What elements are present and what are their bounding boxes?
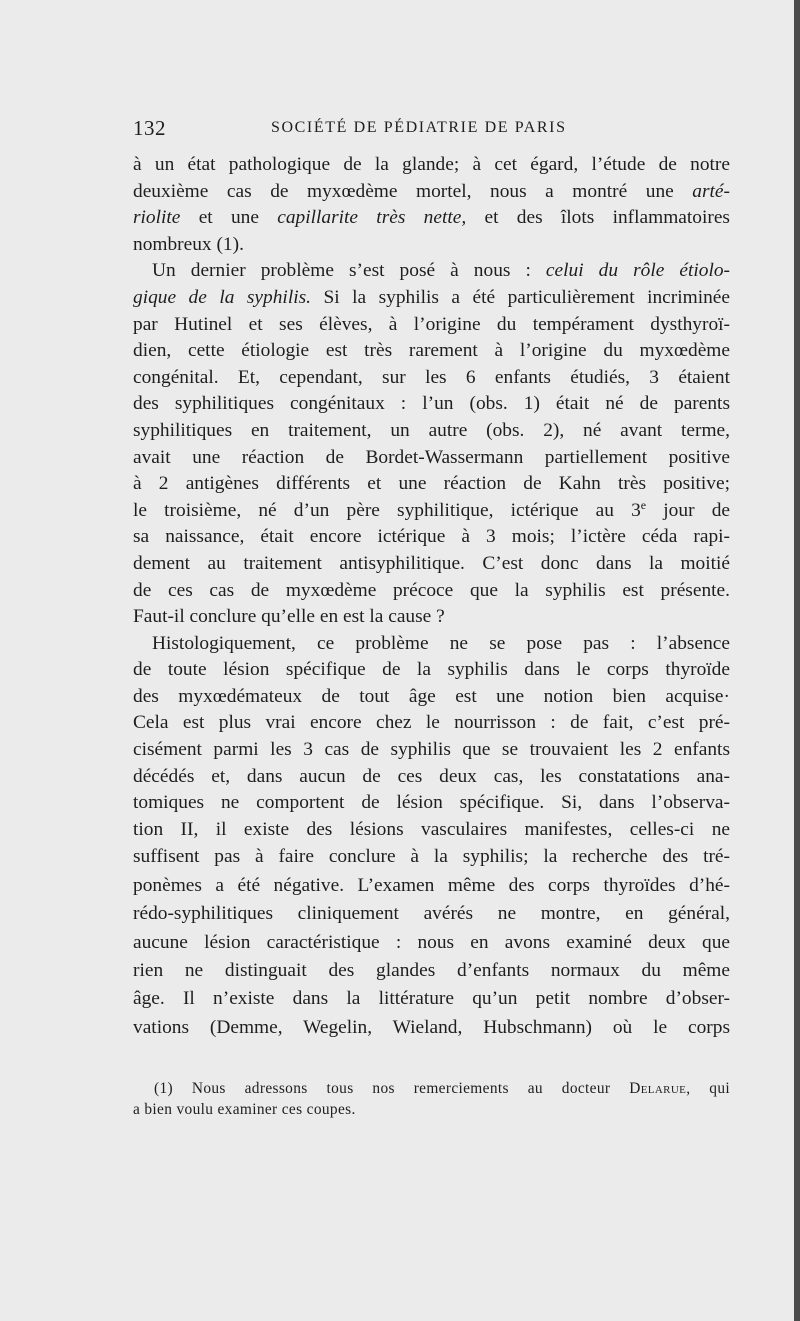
emphasis: celui du rôle étiolo-	[545, 260, 730, 282]
emphasis: gique de la syphilis.	[133, 286, 311, 308]
text-line: âge. Il n’existe dans la littérature qu’un petit nombre d’obser-	[133, 988, 730, 1010]
text-line: par Hutinel et ses élèves, à l’origine du tempérament dysthyroï-	[133, 313, 730, 335]
text-line: le troisième, né d’un père syphilitique, ictérique au 3e jour de	[133, 497, 730, 521]
footnote-line: a bien voulu examiner ces coupes.	[133, 1101, 356, 1118]
footnote-line: (1) Nous adressons tous nos remerciements au docteur Delarue, qui	[154, 1080, 731, 1097]
text-line: dien, cette étiologie est très rarement à l’origine du myxœdème	[133, 340, 730, 362]
text-line: décédés et, dans aucun de ces deux cas, les constatations ana-	[133, 765, 730, 787]
text-line: nombreux (1).	[133, 233, 244, 255]
emphasis: arté-	[692, 180, 730, 202]
text-line: avait une réaction de Bordet-Wassermann partiellement positive	[133, 446, 730, 468]
text-line: cisément parmi les 3 cas de syphilis que se trouvaient les 2 enfants	[133, 739, 730, 761]
text-line: vations (Demme, Wegelin, Wieland, Hubschmann) où le corps	[133, 1016, 730, 1038]
text-line: ponèmes a été négative. L’examen même des corps thyroïdes d’hé-	[133, 874, 730, 896]
text-line: tion II, il existe des lésions vasculaires manifestes, celles-ci ne	[133, 818, 730, 840]
text-line: de toute lésion spécifique de la syphilis dans le corps thyroïde	[133, 659, 730, 681]
text-line: congénital. Et, cependant, sur les 6 enfants étudiés, 3 étaient	[133, 366, 730, 388]
text-line: sa naissance, était encore ictérique à 3 mois; l’ictère céda rapi-	[133, 526, 730, 548]
paragraph-start: Un dernier problème s’est posé à nous : celui du rôle étiolo-	[152, 260, 730, 282]
body-text	[133, 152, 730, 1042]
text-line: des syphilitiques congénitaux : l’un (obs. 1) était né de parents	[133, 393, 730, 415]
emphasis: riolite	[133, 207, 181, 229]
page-number: 132	[133, 116, 166, 140]
text-line: Faut-il conclure qu’elle en est la cause ?	[133, 606, 445, 628]
text-line: de ces cas de myxœdème précoce que la syphilis est présente.	[133, 579, 730, 601]
text-line: riolite et une capillarite très nette, et des îlots inflammatoires	[133, 207, 730, 229]
page-header	[133, 116, 730, 146]
text-line: deuxième cas de myxœdème mortel, nous a montré une arté-	[133, 180, 730, 202]
text-line: à 2 antigènes différents et une réaction de Kahn très positive;	[133, 473, 730, 495]
text-line: Cela est plus vrai encore chez le nourrisson : de fait, c’est pré-	[133, 712, 730, 734]
author-name: Delarue,	[629, 1080, 691, 1097]
text-line: syphilitiques en traitement, un autre (obs. 2), né avant terme,	[133, 419, 730, 441]
text-line: rédo-syphilitiques cliniquement avérés ne montre, en général,	[133, 903, 730, 925]
text-line: rien ne distinguait des glandes d’enfants normaux du même	[133, 960, 730, 981]
text-line: suffisent pas à faire conclure à la syphilis; la recherche des tré-	[133, 846, 730, 868]
text-line: dement au traitement antisyphilitique. C’est donc dans la moitié	[133, 552, 730, 574]
running-title: SOCIÉTÉ DE PÉDIATRIE DE PARIS	[271, 119, 567, 136]
footnote	[133, 1078, 730, 1120]
paragraph-start: Histologiquement, ce problème ne se pose pas : l’absence	[152, 632, 730, 654]
text-line: gique de la syphilis. Si la syphilis a été particulièrement incriminée	[133, 286, 731, 308]
text-line: des myxœdémateux de tout âge est une notion bien acquise·	[133, 685, 730, 707]
emphasis: capillarite très nette,	[277, 207, 467, 229]
text-line: aucune lésion caractéristique : nous en avons examiné deux que	[133, 931, 730, 953]
page-edge	[794, 0, 800, 1321]
text-line: tomiques ne comportent de lésion spécifique. Si, dans l’observa-	[133, 792, 730, 814]
superscript: e	[640, 497, 647, 512]
text-line: à un état pathologique de la glande; à cet égard, l’étude de notre	[133, 154, 730, 175]
